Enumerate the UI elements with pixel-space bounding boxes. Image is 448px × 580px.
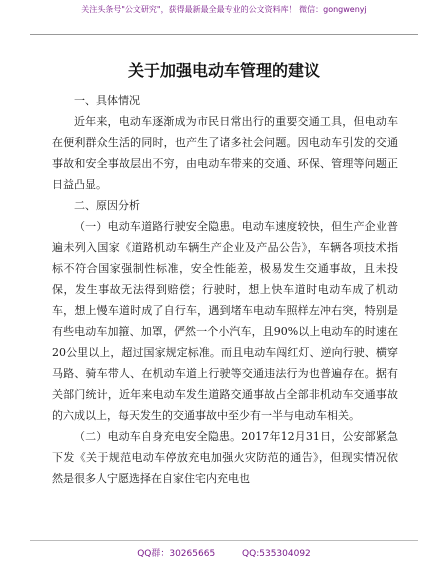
paragraph-3: （二）电动车自身充电安全隐患。2017年12月31日，公安部紧急下发《关于规范电动车停放充电加强火灾防范的通告》，但现实情况依然是很多人宁愿选择在自家住宅内充电也 (52, 430, 398, 485)
footer-divider (30, 540, 418, 541)
paragraph-1: 近年来，电动车逐渐成为市民日常出行的重要交通工具，但电动车在便利群众生活的同时，也产生了诸多社会问题。因电动车引发的交通事故和安全事故层出不穷，由电动车带来的交通、环保、管理等问题正日益凸显。 (52, 115, 398, 191)
header-banner: 关注头条号"公文研究"，获得最新最全最专业的公文资料库！ 微信：gongwenyj (81, 5, 367, 14)
footer-qq-group: QQ群：30265665 (137, 549, 216, 559)
section-heading-1: 一、具体情况 (74, 94, 140, 107)
section-heading-2: 二、原因分析 (74, 199, 140, 212)
footer (0, 546, 448, 559)
footer-qq: QQ:535304092 (242, 549, 311, 559)
paragraph-2: （一）电动车道路行驶安全隐患。电动车速度较快，但生产企业普遍未列入国家《道路机动车辆生产企业及产品公告》，车辆各项技术指标不符合国家强制性标准，安全性能差，极易发生交通事故，且未投保，发生事故无法得到赔偿；行驶时，想上快车道时电动车成了机动车，想上慢车道时成了自行车，遇到堵车电动车照样左冲右突，特别是有些电动车加箍、加罩，俨然一个小汽车，且90%以上电动车的时速在20公里以上，超过国家规定标准。而且电动车闯红灯、逆向行驶、横穿马路、骑车带人、在机动车道上行驶等交通违法行为也普遍存在。据有关部门统计，近年来电动车发生道路交通事故占全部非机动车交通事故的六成以上，每天发生的交通事故中至少有一半与电动车相关。 (52, 220, 398, 422)
header-divider (30, 34, 418, 35)
document-title: 关于加强电动车管理的建议 (127, 61, 320, 80)
document-body (52, 90, 398, 489)
